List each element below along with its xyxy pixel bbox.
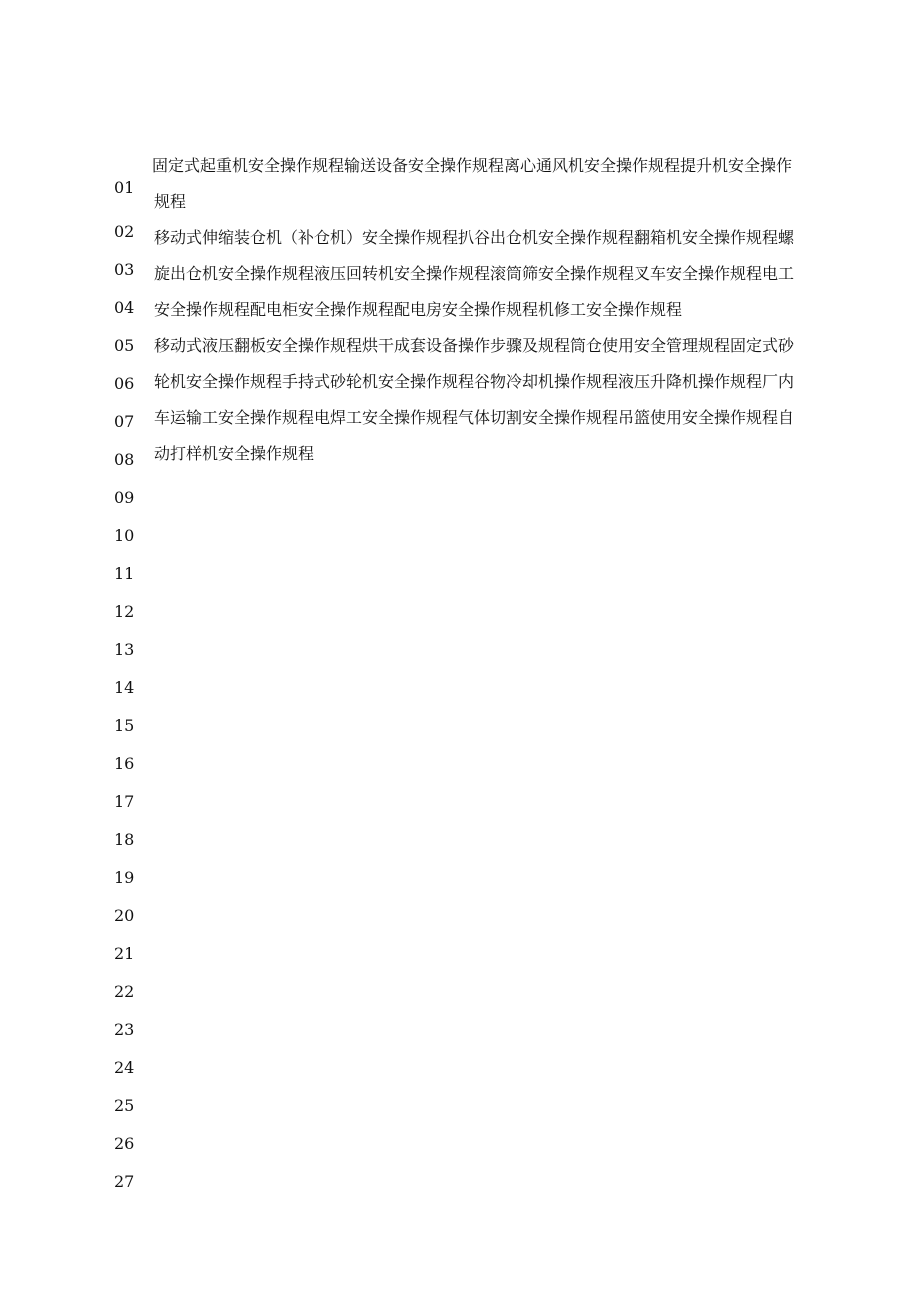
line-number: 27 [114, 1172, 135, 1191]
line-number: 07 [114, 412, 135, 431]
line-number: 11 [114, 564, 135, 583]
line-number: 13 [114, 640, 135, 659]
line-number: 26 [114, 1134, 135, 1153]
line-number: 03 [114, 260, 135, 279]
line-number: 24 [114, 1058, 135, 1077]
body-text-line: 规程 [154, 192, 187, 211]
body-text-line: 动打样机安全操作规程 [154, 444, 315, 463]
line-number: 18 [114, 830, 135, 849]
line-number: 17 [114, 792, 135, 811]
line-number: 08 [114, 450, 135, 469]
line-number: 15 [114, 716, 135, 735]
line-number: 04 [114, 298, 135, 317]
body-text-line: 固定式起重机安全操作规程输送设备安全操作规程离心通风机安全操作规程提升机安全操作 [152, 156, 793, 175]
line-number: 16 [114, 754, 135, 773]
line-number: 06 [114, 374, 135, 393]
line-number: 12 [114, 602, 135, 621]
line-number: 02 [114, 222, 135, 241]
body-text-line: 旋出仓机安全操作规程液压回转机安全操作规程滚筒筛安全操作规程叉车安全操作规程电工 [154, 264, 795, 283]
line-number: 10 [114, 526, 135, 545]
line-number: 20 [114, 906, 135, 925]
body-text-line: 移动式液压翻板安全操作规程烘干成套设备操作步骤及规程筒仓使用安全管理规程固定式砂 [154, 336, 795, 355]
line-number: 05 [114, 336, 135, 355]
line-number: 23 [114, 1020, 135, 1039]
body-text-line: 安全操作规程配电柜安全操作规程配电房安全操作规程机修工安全操作规程 [154, 300, 683, 319]
line-number: 19 [114, 868, 135, 887]
body-text-line: 轮机安全操作规程手持式砂轮机安全操作规程谷物冷却机操作规程液压升降机操作规程厂内 [154, 372, 795, 391]
line-number: 14 [114, 678, 135, 697]
line-number: 25 [114, 1096, 135, 1115]
line-number: 01 [114, 178, 135, 197]
line-number: 21 [114, 944, 135, 963]
line-number: 09 [114, 488, 135, 507]
body-text-line: 移动式伸缩装仓机（补仓机）安全操作规程扒谷出仓机安全操作规程翻箱机安全操作规程螺 [154, 228, 795, 247]
line-number: 22 [114, 982, 135, 1001]
body-text-line: 车运输工安全操作规程电焊工安全操作规程气体切割安全操作规程吊篮使用安全操作规程自 [154, 408, 795, 427]
